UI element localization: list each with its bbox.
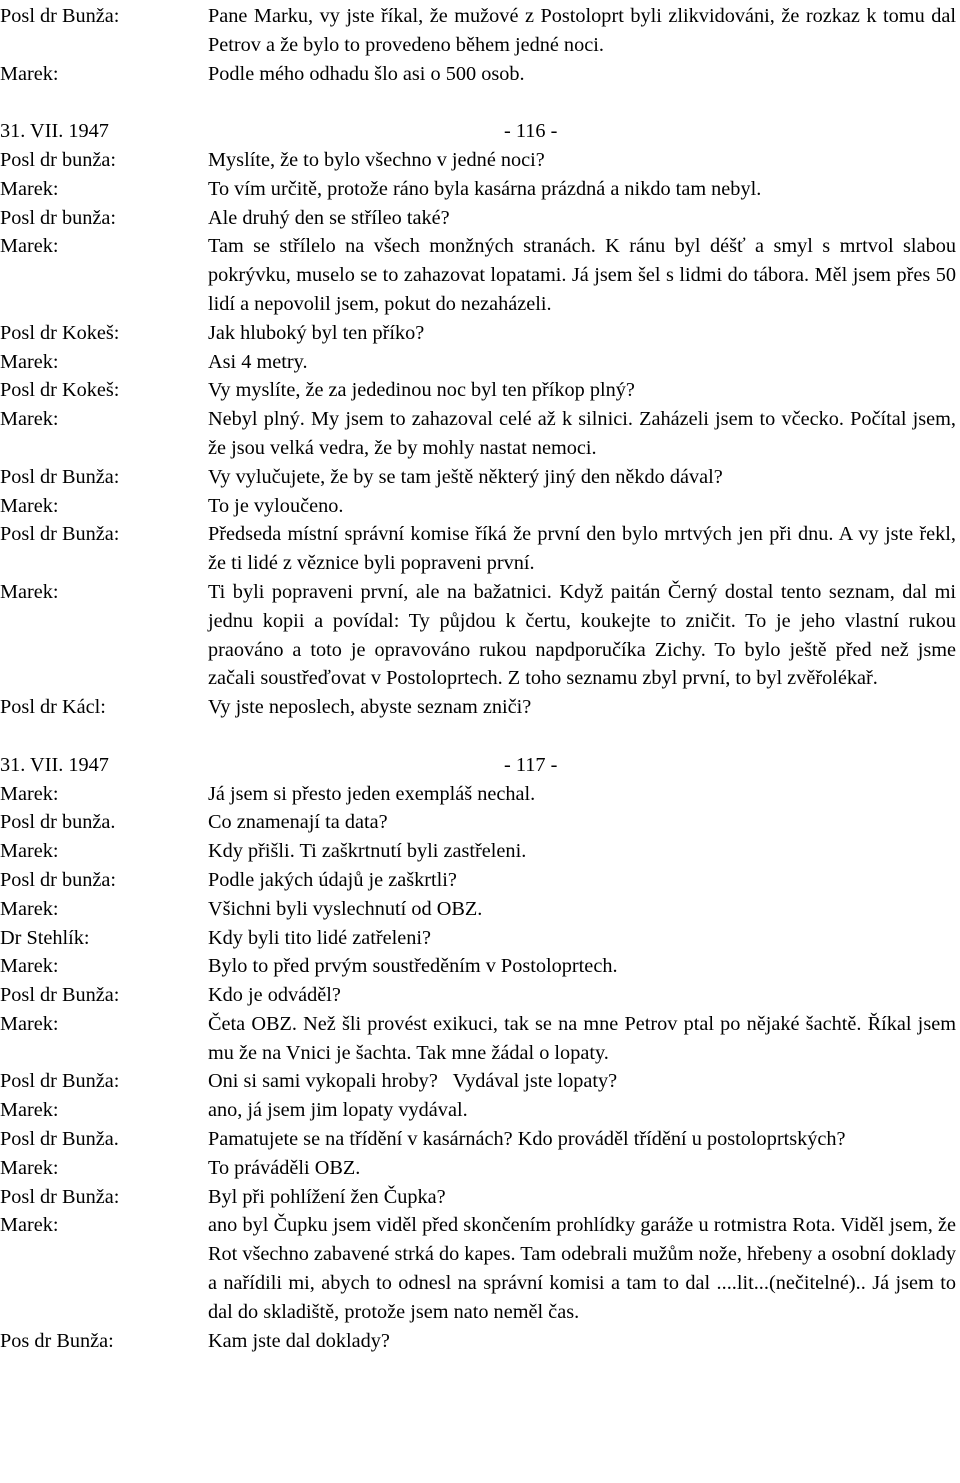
speech-text: Četa OBZ. Než šli provést exikuci, tak se na mne Petrov ptal po nějaké šachtě. Říkal jsem mu že na Vnici je šachta. Tak mne žádal o lopaty. <box>208 1012 956 1064</box>
speaker-label: Marek: <box>0 1012 59 1035</box>
speaker-label: Marek: <box>0 840 59 863</box>
dialogue-row <box>0 1154 960 1183</box>
speech-text: Oni si sami vykopali hroby? Vydával jste lopaty? <box>208 1070 618 1093</box>
dialogue-row <box>0 693 960 722</box>
speaker-label: Marek: <box>0 408 59 431</box>
dialogue-row <box>0 1067 960 1096</box>
speech-text: Co znamenají ta data? <box>208 811 388 834</box>
session-date: 31. VII. 1947 <box>0 753 109 776</box>
speaker-label: Marek: <box>0 580 59 603</box>
dialogue-row <box>0 866 960 895</box>
speech-text: ano byl Čupku jsem viděl před skončením prohlídky garáže u rotmistra Rota. Viděl jsem, že Rot všechno zabavené strká do kapes. Tam odebrali mužům nože, hřebeny a osobní doklady a nařídili mi, abych to odnesl na správní komisi a tam to dal ....lit...(nečitelné).. Já jsem to dal do skladiště, protože jsem nato neměl čas. <box>208 1214 956 1323</box>
speech-text: Vy vylučujete, že by se tam ještě některý jiný den někdo dával? <box>208 465 723 488</box>
speech-text: Asi 4 metry. <box>208 350 308 373</box>
dialogue-row <box>0 981 960 1010</box>
dialogue-row <box>0 348 960 377</box>
speaker-label: Posl dr Kokeš: <box>0 321 120 344</box>
speech-text: To je vyloučeno. <box>208 494 344 517</box>
dialogue-row <box>0 319 960 348</box>
speaker-label: Posl dr Bunža. <box>0 1128 119 1151</box>
speech-text: Jak hluboký byl ten příko? <box>208 321 425 344</box>
speech-text: Vy jste neposlech, abyste seznam zniči? <box>208 696 532 719</box>
dialogue-row <box>0 808 960 837</box>
date-page-header <box>0 751 960 780</box>
speaker-label: Marek: <box>0 1099 59 1122</box>
speech-text: Ale druhý den se stříleo také? <box>208 206 450 229</box>
dialogue-row <box>0 1183 960 1212</box>
speaker-label: Posl dr Kácl: <box>0 696 106 719</box>
dialogue-row <box>0 232 960 318</box>
speaker-label: Posl dr bunža: <box>0 206 117 229</box>
speech-text: Bylo to před prvým soustředěním v Postoloprtech. <box>208 955 618 978</box>
speaker-label: Marek: <box>0 177 59 200</box>
speaker-label: Posl dr Bunža: <box>0 523 120 546</box>
section-spacer <box>0 722 960 751</box>
speaker-label: Posl dr bunža: <box>0 148 117 171</box>
page-number: - 116 - <box>504 120 558 143</box>
speaker-label: Marek: <box>0 350 59 373</box>
dialogue-row <box>0 1010 960 1068</box>
dialogue-row <box>0 1211 960 1326</box>
speaker-label: Marek: <box>0 235 59 258</box>
dialogue-row <box>0 204 960 233</box>
speaker-label: Marek: <box>0 897 59 920</box>
speech-text: Tam se střílelo na všech monžných stranách. K ránu byl déšť a smyl s mrtvol slabou pokrývku, muselo se to zahazovat lopatami. Já jsem šel s lidmi do tábora. Měl jsem přes 50 lidí a nepovolil jsem, pokut do nezaházeli. <box>208 235 956 315</box>
speech-text: Kdy byli tito lidé zatřeleni? <box>208 926 432 949</box>
speaker-label: Marek: <box>0 62 59 85</box>
dialogue-row <box>0 463 960 492</box>
speech-text: Všichni byli vyslechnutí od OBZ. <box>208 897 483 920</box>
speech-text: Kdo je odváděl? <box>208 984 341 1007</box>
speaker-label: Posl dr Bunža: <box>0 1070 120 1093</box>
speech-text: Předseda místní správní komise říká že první den bylo mrtvých jen při dnu. A vy jste řekl, že ti lidé z věznice byli popraveni první. <box>208 523 956 575</box>
dialogue-row <box>0 1125 960 1154</box>
session-date: 31. VII. 1947 <box>0 120 109 143</box>
speech-text: Pane Marku, vy jste říkal, že mužové z Postoloprt byli zlikvidováni, že rozkaz k tomu dal Petrov a že bylo to provedeno během jedné noci. <box>208 5 956 56</box>
speaker-label: Marek: <box>0 955 59 978</box>
speaker-label: Marek: <box>0 494 59 517</box>
speech-text: Já jsem si přesto jeden exempláš nechal. <box>208 782 536 805</box>
speech-text: To vím určitě, protože ráno byla kasárna prázdná a nikdo tam nebyl. <box>208 177 762 200</box>
speech-text: Byl při pohlížení žen Čupka? <box>208 1185 446 1208</box>
dialogue-row <box>0 952 960 981</box>
page-number: - 117 - <box>504 753 558 776</box>
speech-text: To práváděli OBZ. <box>208 1156 361 1179</box>
speaker-label: Marek: <box>0 1214 59 1237</box>
speaker-label: Posl dr Kokeš: <box>0 379 120 402</box>
speaker-label: Marek: <box>0 782 59 805</box>
speaker-label: Posl dr Bunža: <box>0 1185 120 1208</box>
speaker-label: Marek: <box>0 1156 59 1179</box>
speaker-label: Posl dr Bunža: <box>0 5 120 27</box>
dialogue-row <box>0 837 960 866</box>
speech-text: Ti byli popraveni první, ale na bažatnici. Když paitán Černý dostal tento seznam, dal mi jednu kopii a povídal: Ty půjdou k čertu, koukejte to zničit. To je jeho vlastní rukou praováno a toto je opravováno rukou napdporučíka Zichy. To bylo ještě před než jsme začali soustřeďovat v Postoloprtech. Z toho seznamu zbyl první, to byl zvěřolékař. <box>208 580 956 690</box>
dialogue-row <box>0 578 960 693</box>
dialogue-row <box>0 60 960 89</box>
speaker-label: Posl dr Bunža: <box>0 465 120 488</box>
speech-text: Nebyl plný. My jsem to zahazoval celé až k silnici. Zaházeli jsem to včecko. Počítal jsem, že jsou velká vedra, že by mohly nastat nemoci. <box>208 408 956 459</box>
dialogue-row <box>0 1327 960 1356</box>
dialogue-row <box>0 175 960 204</box>
speaker-label: Posl dr bunža. <box>0 811 116 834</box>
dialogue-row <box>0 376 960 405</box>
dialogue-row <box>0 924 960 953</box>
speaker-label: Posl dr bunža: <box>0 868 117 891</box>
dialogue-row <box>0 146 960 175</box>
dialogue-row <box>0 520 960 578</box>
speech-text: Kam jste dal doklady? <box>208 1329 390 1352</box>
speech-text: Pamatujete se na třídění v kasárnách? Kdo prováděl třídění u postoloprtských? <box>208 1128 846 1151</box>
section-spacer <box>0 88 960 117</box>
speech-text: Kdy přišli. Ti zaškrtnutí byli zastřeleni. <box>208 840 527 863</box>
dialogue-row <box>0 405 960 463</box>
speech-text: Myslíte, že to bylo všechno v jedné noci? <box>208 148 545 171</box>
speech-text: Podle jakých údajů je zaškrtli? <box>208 868 457 891</box>
dialogue-row <box>0 1096 960 1125</box>
speech-text: Vy myslíte, že za jededinou noc byl ten příkop plný? <box>208 379 635 402</box>
speaker-label: Dr Stehlík: <box>0 926 90 949</box>
speaker-label: Posl dr Bunža: <box>0 984 120 1007</box>
dialogue-row <box>0 2 960 60</box>
speech-text: Podle mého odhadu šlo asi o 500 osob. <box>208 62 525 85</box>
dialogue-row <box>0 895 960 924</box>
dialogue-row <box>0 492 960 521</box>
date-page-header <box>0 117 960 146</box>
dialogue-row <box>0 780 960 809</box>
speaker-label: Pos dr Bunža: <box>0 1329 114 1352</box>
speech-text: ano, já jsem jim lopaty vydával. <box>208 1099 468 1122</box>
